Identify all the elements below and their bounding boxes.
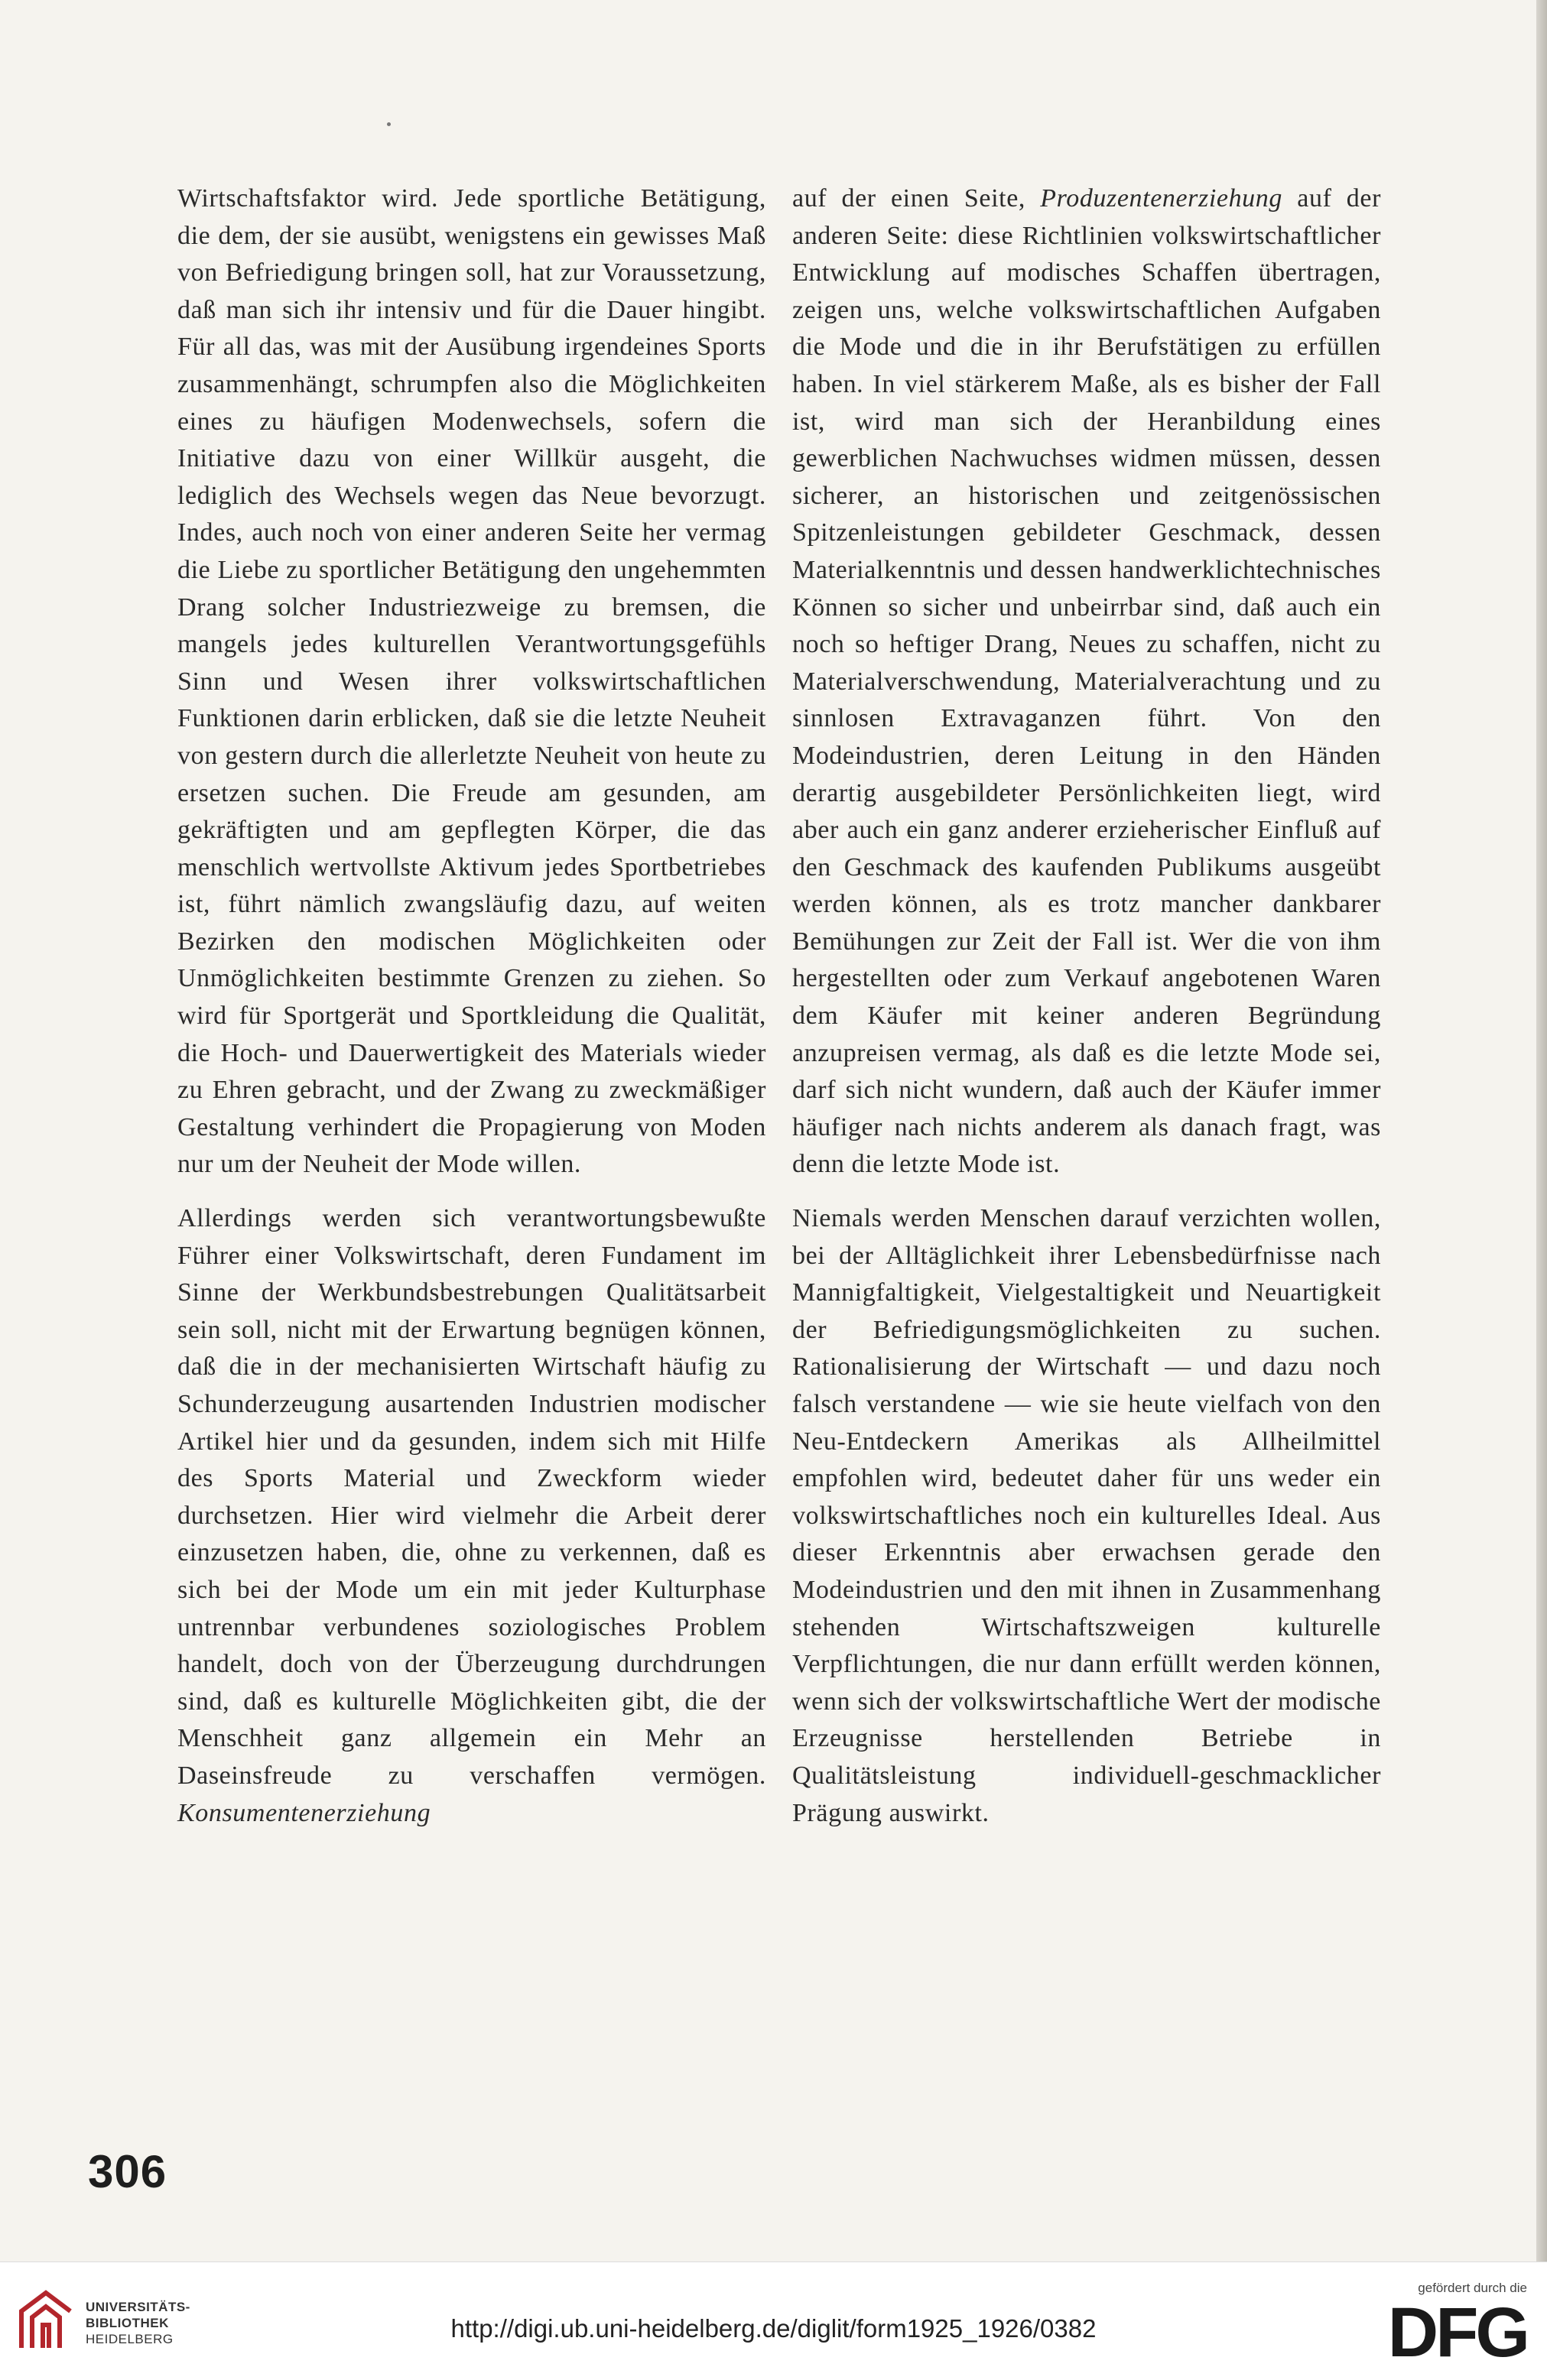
paragraph-responsible-leaders [177, 1200, 766, 1832]
paragraph-rationalisation: Niemals werden Menschen darauf verzichten wollen, bei der Alltäglichkeit ihrer Lebensbedürfnisse nach Mannigfaltigkeit, Vielgestaltigkeit und Neuartigkeit der Befriedigungsmöglichkeiten zu suchen. Rationalisierung der Wirtschaft — und dazu noch falsch verstandene — wie sie heute vielfach von den Neu-Entdeckern Amerikas als Allheilmittel empfohlen wird, bedeutet daher für uns weder ein volkswirtschaftliches noch ein kulturelles Ideal. Aus dieser Erkenntnis aber erwachsen gerade den Modeindustrien und den mit ihnen in Zusammenhang stehenden Wirtschaftszweigen kulturelle Verpflichtungen, die nur dann erfüllt werden können, wenn sich der volkswirtschaftliche Wert der modische Erzeugnisse herstellenden Betriebe in Qualitätsleistung individuell-geschmacklicher Prägung auswirkt. [792, 1204, 1381, 1827]
right-text-column [792, 180, 1381, 1832]
italic-term-consumer-education: Konsumentenerziehung [177, 1798, 431, 1827]
paragraph-lead: auf der einen Seite, [792, 184, 1025, 213]
paragraph-producer-education [792, 180, 1381, 1184]
digitization-footer [0, 2261, 1547, 2380]
library-name-line1: UNIVERSITÄTS- [86, 2300, 190, 2314]
paragraph-text: Allerdings werden sich verantwortungsbewußte Führer einer Volkswirtschaft, deren Fundament im Sinne der Werkbundsbestrebungen Qualitätsarbeit sein soll, nicht mit der Erwartung begnügen können, daß die in der mechanisierten Wirtschaft häufig zu Schunderzeugung ausartenden Industrien modischer Artikel hier und da gesunden, indem sich mit Hilfe des Sports Material und Zweckform wieder durchsetzen. Hier wird vielmehr die Arbeit derer einzusetzen haben, die, ohne zu verkennen, daß es sich bei der Mode um ein mit jeder Kulturphase untrennbar verbundenes soziologisches Problem handelt, doch von der Überzeugung durchdrungen sind, daß es kulturelle Möglichkeiten gibt, die der Menschheit ganz allgemein ein Mehr an Daseinsfreude zu verschaffen vermögen. [177, 1204, 766, 1790]
paragraph-sport-fashion: Wirtschaftsfaktor wird. Jede sportliche Betätigung, die dem, der sie ausübt, wenigstens ein gewisses Maß von Befriedigung bringen soll, hat zur Voraussetzung, daß man sich ihr intensiv und für die Dauer hingibt. Für all das, was mit der Ausübung irgendeines Sports zusammenhängt, schrumpfen also die Möglichkeiten eines zu häufigen Modenwechsels, sofern die Initiative dazu von einer Willkür ausgeht, die lediglich des Wechsels wegen das Neue bevorzugt. Indes, auch noch von einer anderen Seite her vermag die Liebe zu sportlicher Betätigung den ungehemmten Drang solcher Industriezweige zu bremsen, die mangels jedes kulturellen Verantwortungsgefühls Sinn und Wesen ihrer volkswirtschaftlichen Funktionen darin erblicken, daß sie die letzte Neuheit von gestern durch die allerletzte Neuheit von heute zu ersetzen suchen. Die Freude am gesunden, am gekräftigten und am gepflegten Körper, die das menschlich wertvollste Aktivum jedes Sportbetriebes ist, führt nämlich zwangsläufig dazu, auf weiten Bezirken den modischen Möglichkeiten oder Unmöglichkeiten bestimmte Grenzen zu ziehen. So wird für Sportgerät und Sportkleidung die Qualität, die Hoch- und Dauerwertigkeit des Materials wieder zu Ehren gebracht, und der Zwang zu zweckmäßiger Gestaltung verhindert die Propagierung von Moden nur um der Neuheit der Mode willen. [177, 184, 766, 1179]
left-text-column [177, 180, 766, 1832]
dfg-logo-icon[interactable]: DFG [1387, 2294, 1527, 2372]
library-name-line2: BIBLIOTHEK [86, 2316, 169, 2330]
paragraph-text: auf der anderen Seite: diese Richtlinien volkswirtschaftlicher Entwicklung auf modisches Schaffen übertragen, zeigen uns, welche volkswirtschaftlichen Aufgaben die Mode und die in ihr Berufstätigen zu erfüllen haben. In viel stärkerem Maße, als es bisher der Fall ist, wird man sich der Heranbildung eines gewerblichen Nachwuchses widmen müssen, dessen sicherer, an historischen und zeitgenössischen Spitzenleistungen gebildeter Geschmack, dessen Materialkenntnis und dessen handwerklichtechnisches Können so sicher und unbeirrbar sind, daß auch ein noch so heftiger Drang, Neues zu schaffen, nicht zu Materialverschwendung, Materialverachtung und zu sinnlosen Extravaganzen führt. Von den Modeindustrien, deren Leitung in den Händen derartig ausgebildeter Persönlichkeiten liegt, wird aber auch ein ganz anderer erzieherischer Einfluß auf den Geschmack des kaufenden Publikums ausgeübt werden können, als es trotz mancher dankbarer Bemühungen zur Zeit der Fall ist. Wer die von ihm hergestellten oder zum Verkauf angebotenen Waren dem Käufer mit keiner anderen Begründung anzupreisen vermag, als daß es die letzte Mode sei, darf sich nicht wundern, daß auch der Käufer immer häufiger nach nichts anderem als danach fragt, was denn die letzte Mode ist. [792, 184, 1382, 1179]
permalink-link[interactable]: http://digi.ub.uni-heidelberg.de/diglit/form1925_1926/0382 [450, 2314, 1097, 2343]
funding-caption: gefördert durch die [1418, 2281, 1527, 2295]
page-number: 306 [88, 2146, 167, 2197]
italic-term-producer-education: Produzentenerziehung [1040, 184, 1282, 213]
scan-speck [387, 122, 391, 126]
library-name-line3: HEIDELBERG [86, 2332, 174, 2346]
permalink [0, 2314, 1547, 2343]
page-edge [1536, 0, 1547, 2261]
